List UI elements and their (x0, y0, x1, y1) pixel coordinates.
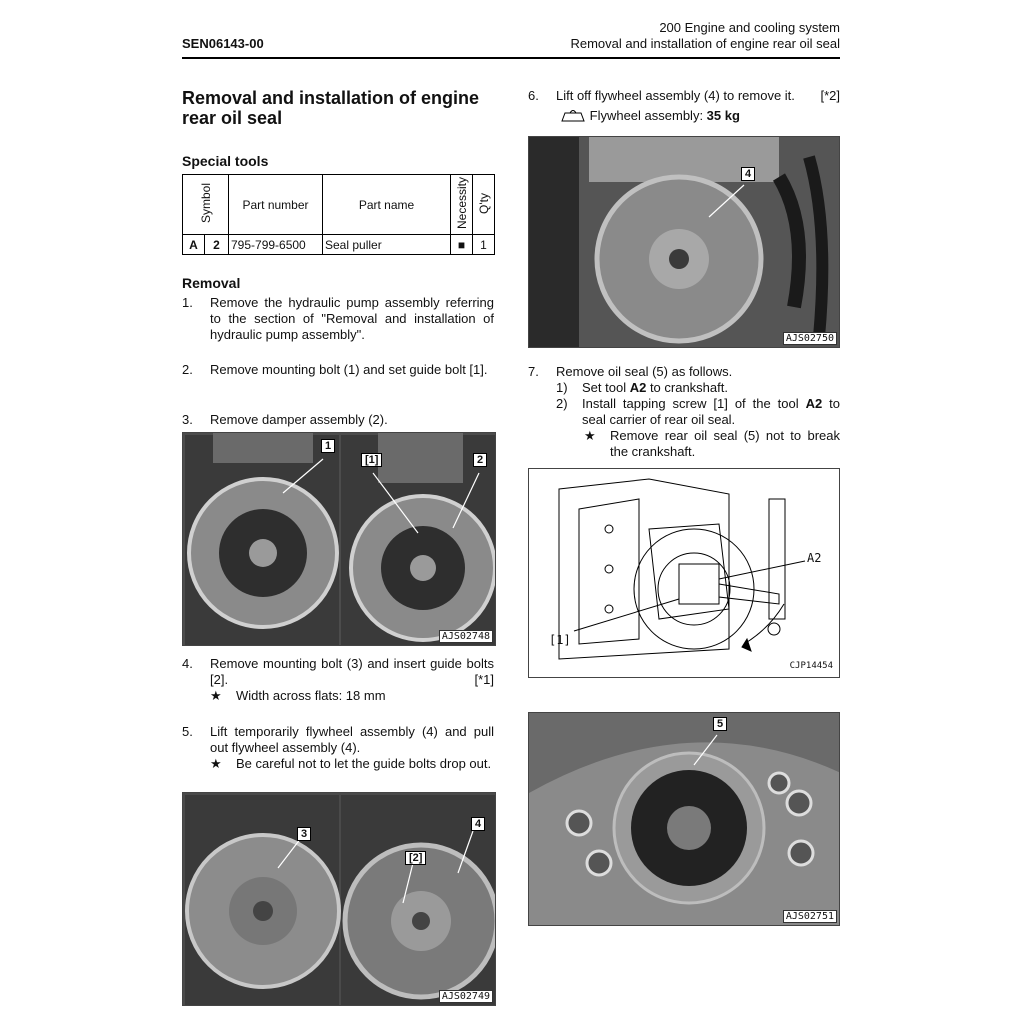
figure-code: CJP14454 (789, 661, 833, 671)
step-text: Remove the hydraulic pump assembly referring to the section of "Removal and installation of hydraulic pump assembly". (210, 295, 494, 342)
callout-4: 4 (741, 167, 755, 181)
header-section: Removal and installation of engine rear oil seal (570, 36, 840, 51)
step-6 (528, 88, 840, 124)
cell-symbol-b: 2 (205, 235, 229, 255)
step-note (210, 688, 494, 704)
star-icon: ★ (584, 428, 596, 443)
header-chapter: 200 Engine and cooling system (659, 20, 840, 35)
substep-number: 2) (556, 396, 568, 411)
weight-label: Flywheel assembly: (589, 108, 707, 123)
step-number: 6. (528, 88, 539, 103)
callout-4: 4 (471, 817, 485, 831)
step-note (556, 428, 840, 460)
step-text: Lift temporarily flywheel assembly (4) and pull out flywheel assembly (4). (210, 724, 494, 755)
step-number: 5. (182, 724, 193, 739)
header-divider (182, 57, 840, 59)
star-icon: ★ (210, 756, 222, 771)
figure-code: AJS02749 (439, 990, 493, 1003)
figure-code: AJS02750 (783, 332, 837, 345)
weight-line (556, 108, 840, 124)
page-title: Removal and installation of engine rear oil seal (182, 88, 480, 128)
substep-number: 1) (556, 380, 568, 395)
callout-5: 5 (713, 717, 727, 731)
table-row (183, 235, 495, 255)
cell-symbol-a: A (183, 235, 205, 255)
col-qty: Q'ty (476, 192, 491, 214)
step-text-main: Lift off flywheel assembly (4) to remove it. (556, 88, 795, 103)
page-header (570, 20, 840, 52)
weight-value: 35 kg (706, 108, 740, 123)
step-number: 2. (182, 362, 193, 377)
star-icon: ★ (210, 688, 222, 703)
step-note (210, 756, 494, 772)
callout-2: 2 (473, 453, 487, 467)
figure-seal-puller-drawing (528, 468, 840, 678)
step-text (556, 88, 840, 104)
step-text-main: Remove mounting bolt (3) and insert guide bolts [2]. (210, 656, 494, 687)
step-number: 7. (528, 364, 539, 379)
figure-oil-seal-photo (528, 712, 840, 926)
callout-a2: A2 (807, 551, 822, 565)
figure-flywheel-photo (182, 792, 496, 1006)
cell-qty: 1 (473, 235, 495, 255)
seal-puller-drawing (529, 469, 840, 678)
figure-code: AJS02748 (439, 630, 493, 643)
step-text: Remove mounting bolt (1) and set guide bolt [1]. (210, 362, 488, 377)
step-ref: [*1] (474, 672, 494, 687)
step-ref: [*2] (820, 88, 840, 103)
tool-ref: A2 (805, 396, 823, 411)
note-text: Be careful not to let the guide bolts drop out. (236, 756, 492, 771)
flywheel-lift-image (529, 137, 840, 348)
callout-3: 3 (297, 827, 311, 841)
damper-photo-image (183, 433, 496, 646)
callout-guide-bolts-2: [2] (405, 851, 426, 865)
step-text: Remove damper assembly (2). (210, 412, 388, 427)
tool-ref: A2 (629, 380, 647, 395)
note-text: Width across flats: 18 mm (236, 688, 386, 703)
substep-2 (556, 396, 840, 428)
callout-guide-bolt-1: [1] (361, 453, 382, 467)
col-necessity: Necessity (454, 176, 469, 229)
step-number: 4. (182, 656, 193, 671)
substep-text: Set tool (582, 380, 630, 395)
col-part-name: Part name (323, 175, 451, 235)
cell-part-number: 795-799-6500 (229, 235, 323, 255)
figure-code: AJS02751 (783, 910, 837, 923)
step-text (210, 656, 494, 688)
flywheel-photo-image (183, 793, 496, 1006)
cell-part-name: Seal puller (323, 235, 451, 255)
callout-tapping-screw: [1] (549, 633, 571, 647)
step-1 (182, 295, 494, 343)
step-3 (182, 412, 494, 428)
step-number: 3. (182, 412, 193, 427)
step-text: Remove oil seal (5) as follows. (556, 364, 733, 379)
special-tools-heading: Special tools (182, 153, 269, 169)
step-2 (182, 362, 494, 378)
col-symbol: Symbol (198, 182, 213, 223)
col-part-number: Part number (229, 175, 323, 235)
figure-flywheel-lift-photo (528, 136, 840, 348)
note-text: Remove rear oil seal (5) not to break the crankshaft. (610, 428, 840, 459)
substep-text: Install tapping screw [1] of the tool (582, 396, 806, 411)
oil-seal-photo-image (529, 713, 840, 926)
substep-text-end: to seal carrier of rear oil seal. (582, 396, 840, 427)
step-7 (528, 364, 840, 460)
figure-damper-photo (182, 432, 496, 646)
substep-1 (556, 380, 840, 396)
removal-heading: Removal (182, 275, 241, 291)
special-tools-table (182, 174, 495, 255)
weight-icon (560, 108, 586, 122)
callout-1: 1 (321, 439, 335, 453)
step-number: 1. (182, 295, 193, 310)
cell-necessity: ■ (451, 235, 473, 255)
step-4 (182, 656, 494, 704)
step-5 (182, 724, 494, 772)
substep-text-end: to crankshaft. (646, 380, 728, 395)
doc-code: SEN06143-00 (182, 36, 264, 51)
